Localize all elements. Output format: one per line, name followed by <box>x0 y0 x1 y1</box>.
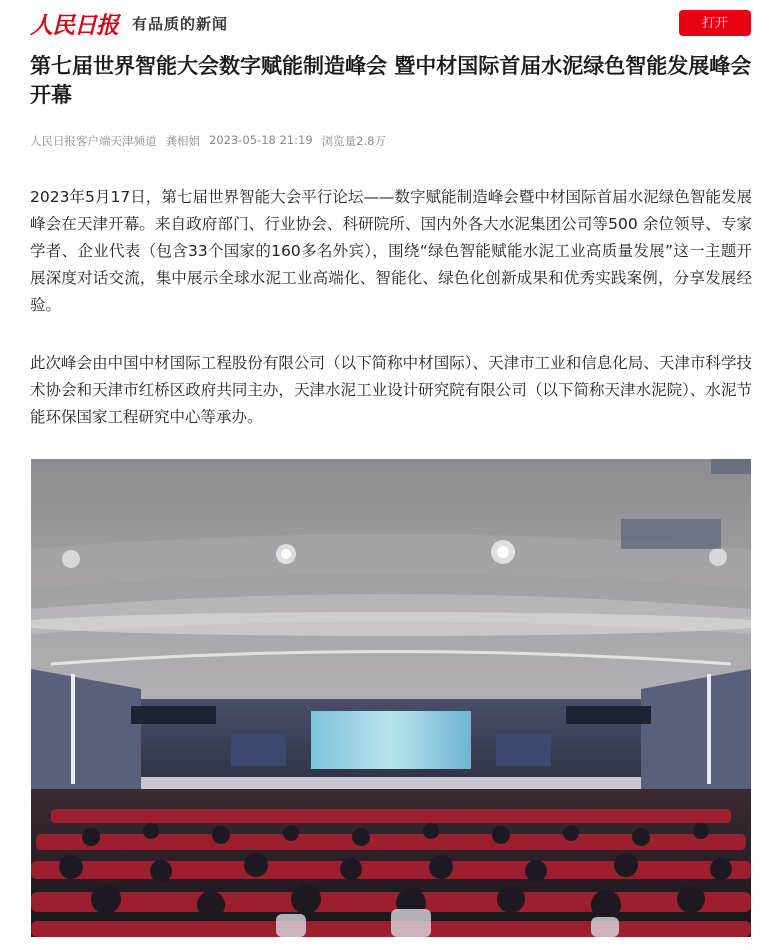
article-paragraph: 2023年5月17日，第七届世界智能大会平行论坛——数字赋能制造峰会暨中材国际首届水泥绿色智能发展峰会在天津开幕。来自政府部门、行业协会、科研院所、国内外各大水泥集团公司等500 余位领导、专家学者、企业代表（包含33个国家的160多名外宾），围绕“绿色智能赋能水泥工业高质量发展”这一主题开展深度对话交流，集中展示全球水泥工业高端化、智能化、绿色化创新成果和优秀实践案例，分享发展经验。 <box>30 188 752 314</box>
logo-text: 人民日报 <box>30 11 118 39</box>
slogan: 有品质的新闻 <box>132 14 229 33</box>
conference-hall-image <box>31 459 751 937</box>
view-count: 浏览量2.8万 <box>321 134 386 148</box>
publish-datetime: 2023-05-18 21:19 <box>209 133 313 147</box>
article-title: 第七届世界智能大会数字赋能制造峰会 暨中材国际首届水泥绿色智能发展峰会开幕 <box>30 54 752 107</box>
channel-name[interactable]: 人民日报客户端天津频道 <box>30 134 157 148</box>
article-photo[interactable] <box>31 459 751 937</box>
top-bar <box>0 0 779 46</box>
open-app-button[interactable]: 打开 <box>679 10 751 36</box>
article-meta <box>30 133 386 149</box>
article-paragraph: 此次峰会由中国中材国际工程股份有限公司（以下简称中材国际）、天津市工业和信息化局、天津市科学技术协会和天津市红桥区政府共同主办，天津水泥工业设计研究院有限公司（以下简称天津水泥院）、水泥节能环保国家工程研究中心等承办。 <box>30 354 752 426</box>
author-name: 龚相娟 <box>165 134 200 148</box>
logo[interactable] <box>30 9 228 37</box>
